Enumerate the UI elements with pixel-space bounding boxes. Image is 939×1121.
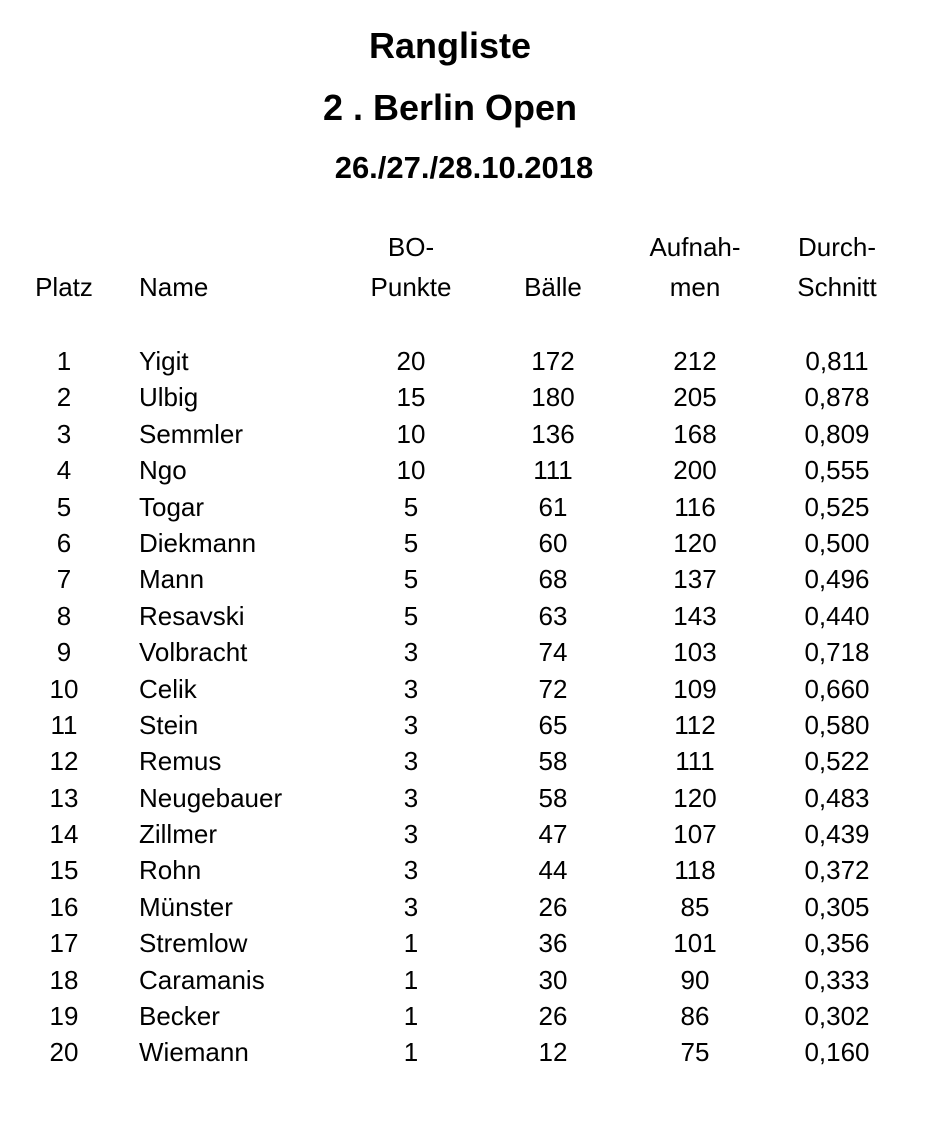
- durchschnitt-cell: 0,160: [804, 1037, 870, 1068]
- name-cell: Wiemann: [139, 1037, 249, 1068]
- durchschnitt-cell: 0,483: [804, 782, 870, 813]
- table-row: [0, 525, 939, 561]
- name-cell: Münster: [139, 891, 233, 922]
- name-cell: Zillmer: [139, 819, 217, 850]
- aufnahmen-cell: 101: [673, 928, 717, 959]
- column-header-platz-label: Platz: [35, 272, 93, 302]
- rank-cell: 3: [56, 418, 72, 449]
- baelle-cell: 136: [531, 418, 575, 449]
- bo-punkte-cell: 20: [396, 346, 426, 376]
- rank-cell: 15: [49, 855, 79, 886]
- bo-punkte-cell: 1: [403, 964, 419, 995]
- rank-cell: 12: [49, 746, 79, 777]
- baelle-cell: 44: [538, 855, 568, 886]
- baelle-cell: 12: [538, 1037, 568, 1068]
- rank-cell: 1: [56, 346, 72, 376]
- rank-cell: 2: [56, 382, 72, 413]
- name-cell: Ngo: [139, 455, 187, 486]
- aufnahmen-cell: 107: [673, 819, 717, 850]
- table-row: [0, 416, 939, 452]
- event-name: 2 . Berlin Open: [322, 87, 578, 128]
- rank-cell: 10: [49, 673, 79, 704]
- durchschnitt-cell: 0,525: [804, 491, 870, 522]
- aufnahmen-cell: 143: [673, 600, 717, 631]
- baelle-cell: 36: [538, 928, 568, 959]
- baelle-cell: 63: [538, 600, 568, 631]
- rank-cell: 18: [49, 964, 79, 995]
- durchschnitt-cell: 0,496: [804, 564, 870, 595]
- name-cell: Remus: [139, 746, 222, 777]
- name-cell: Mann: [139, 564, 205, 595]
- name-cell: Celik: [139, 673, 197, 704]
- table-row: [0, 780, 939, 816]
- aufnahmen-cell: 86: [680, 1001, 710, 1032]
- column-header-name: [139, 267, 208, 307]
- bo-punkte-cell: 5: [403, 600, 419, 631]
- durchschnitt-cell: 0,660: [804, 673, 870, 704]
- table-row: [0, 925, 939, 961]
- rank-cell: 5: [56, 491, 72, 522]
- rank-cell: 19: [49, 1001, 79, 1032]
- baelle-cell: 111: [533, 455, 573, 486]
- rank-cell: 4: [56, 455, 72, 486]
- column-header-durchschnitt-line1: Durch-: [797, 232, 876, 262]
- baelle-cell: 58: [538, 782, 568, 813]
- rank-cell: 13: [49, 782, 79, 813]
- aufnahmen-cell: 212: [673, 346, 717, 376]
- durchschnitt-cell: 0,372: [804, 855, 870, 886]
- column-header-bo-punkte: [351, 227, 471, 307]
- name-cell: Neugebauer: [139, 782, 283, 813]
- bo-punkte-cell: 3: [403, 746, 419, 777]
- ranking-table: [0, 343, 939, 1071]
- bo-punkte-cell: 3: [403, 782, 419, 813]
- aufnahmen-cell: 90: [680, 964, 710, 995]
- name-cell: Diekmann: [139, 527, 257, 558]
- aufnahmen-cell: 103: [673, 637, 717, 668]
- table-row: [0, 998, 939, 1034]
- aufnahmen-cell: 109: [673, 673, 717, 704]
- baelle-cell: 65: [538, 709, 568, 740]
- aufnahmen-cell: 85: [680, 891, 710, 922]
- bo-punkte-cell: 10: [396, 418, 426, 449]
- bo-punkte-cell: 3: [403, 673, 419, 704]
- table-row: [0, 489, 939, 525]
- durchschnitt-cell: 0,333: [804, 964, 870, 995]
- rank-cell: 8: [56, 600, 72, 631]
- bo-punkte-cell: 15: [396, 382, 426, 413]
- name-cell: Rohn: [139, 855, 202, 886]
- name-cell: Becker: [139, 1001, 220, 1032]
- column-header-aufnahmen: [630, 227, 760, 307]
- column-header-aufnahmen-line1: Aufnah-: [649, 232, 741, 262]
- bo-punkte-cell: 3: [403, 637, 419, 668]
- name-cell: Yigit: [139, 346, 189, 376]
- column-header-baelle: [498, 267, 608, 307]
- durchschnitt-cell: 0,500: [804, 527, 870, 558]
- rank-cell: 9: [56, 637, 72, 668]
- baelle-cell: 61: [538, 491, 568, 522]
- name-cell: Caramanis: [139, 964, 265, 995]
- column-header-aufnahmen-line2: men: [669, 272, 721, 302]
- table-row: [0, 634, 939, 670]
- name-cell: Resavski: [139, 600, 245, 631]
- aufnahmen-cell: 120: [673, 782, 717, 813]
- event-dates: 26./27./28.10.2018: [334, 150, 594, 185]
- durchschnitt-cell: 0,439: [804, 819, 870, 850]
- name-cell: Semmler: [139, 418, 244, 449]
- table-row: [0, 852, 939, 888]
- baelle-cell: 30: [538, 964, 568, 995]
- rank-cell: 16: [49, 891, 79, 922]
- table-row: [0, 452, 939, 488]
- table-row: [0, 671, 939, 707]
- durchschnitt-cell: 0,580: [804, 709, 870, 740]
- durchschnitt-cell: 0,555: [804, 455, 870, 486]
- name-cell: Volbracht: [139, 637, 248, 668]
- rank-cell: 7: [56, 564, 72, 595]
- rank-cell: 17: [49, 928, 79, 959]
- aufnahmen-cell: 200: [673, 455, 717, 486]
- table-row: [0, 743, 939, 779]
- table-row: [0, 561, 939, 597]
- table-row: [0, 1034, 939, 1070]
- baelle-cell: 180: [531, 382, 575, 413]
- bo-punkte-cell: 5: [403, 564, 419, 595]
- baelle-cell: 74: [538, 637, 568, 668]
- name-cell: Ulbig: [139, 382, 199, 413]
- baelle-cell: 68: [538, 564, 568, 595]
- column-header-durchschnitt-line2: Schnitt: [797, 272, 877, 302]
- aufnahmen-cell: 112: [674, 709, 716, 740]
- column-header-durchschnitt: [772, 227, 902, 307]
- bo-punkte-cell: 1: [403, 1001, 419, 1032]
- name-cell: Stremlow: [139, 928, 248, 959]
- durchschnitt-cell: 0,440: [804, 600, 870, 631]
- bo-punkte-cell: 5: [403, 491, 419, 522]
- rank-cell: 11: [50, 709, 78, 740]
- column-header-bo-line1: BO-: [387, 232, 435, 262]
- name-cell: Stein: [139, 709, 199, 740]
- aufnahmen-cell: 116: [674, 491, 716, 522]
- rank-cell: 6: [56, 527, 72, 558]
- bo-punkte-cell: 5: [403, 527, 419, 558]
- durchschnitt-cell: 0,718: [804, 637, 870, 668]
- column-header-baelle-label: Bälle: [524, 272, 582, 302]
- aufnahmen-cell: 111: [675, 746, 715, 777]
- baelle-cell: 26: [538, 1001, 568, 1032]
- aufnahmen-cell: 120: [673, 527, 717, 558]
- table-row: [0, 598, 939, 634]
- page-title: Rangliste: [368, 25, 532, 66]
- column-header-name-label: Name: [139, 272, 209, 302]
- table-row: [0, 816, 939, 852]
- durchschnitt-cell: 0,522: [804, 746, 870, 777]
- column-header-bo-line2: Punkte: [370, 272, 452, 302]
- aufnahmen-cell: 118: [674, 855, 716, 886]
- table-row: [0, 379, 939, 415]
- durchschnitt-cell: 0,811: [805, 346, 869, 376]
- durchschnitt-cell: 0,305: [804, 891, 870, 922]
- bo-punkte-cell: 3: [403, 855, 419, 886]
- column-header-platz: [14, 267, 114, 307]
- bo-punkte-cell: 3: [403, 709, 419, 740]
- durchschnitt-cell: 0,302: [804, 1001, 870, 1032]
- aufnahmen-cell: 137: [673, 564, 717, 595]
- baelle-cell: 47: [538, 819, 568, 850]
- baelle-cell: 26: [538, 891, 568, 922]
- durchschnitt-cell: 0,356: [804, 928, 870, 959]
- durchschnitt-cell: 0,809: [804, 418, 870, 449]
- name-cell: Togar: [139, 491, 205, 522]
- durchschnitt-cell: 0,878: [804, 382, 870, 413]
- baelle-cell: 60: [538, 527, 568, 558]
- bo-punkte-cell: 3: [403, 891, 419, 922]
- baelle-cell: 58: [538, 746, 568, 777]
- baelle-cell: 72: [538, 673, 568, 704]
- table-row: [0, 962, 939, 998]
- aufnahmen-cell: 205: [673, 382, 717, 413]
- table-row: [0, 889, 939, 925]
- bo-punkte-cell: 3: [403, 819, 419, 850]
- baelle-cell: 172: [531, 346, 575, 376]
- rank-cell: 14: [49, 819, 79, 850]
- bo-punkte-cell: 1: [403, 928, 419, 959]
- bo-punkte-cell: 10: [396, 455, 426, 486]
- table-row: [0, 707, 939, 743]
- table-row: [0, 343, 939, 379]
- bo-punkte-cell: 1: [403, 1037, 419, 1068]
- rank-cell: 20: [49, 1037, 79, 1068]
- aufnahmen-cell: 168: [673, 418, 717, 449]
- aufnahmen-cell: 75: [680, 1037, 710, 1068]
